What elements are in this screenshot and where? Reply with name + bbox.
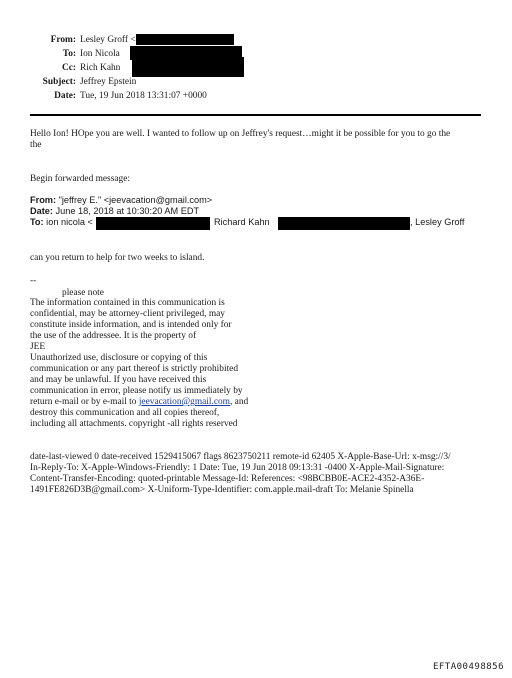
disclaimer-return-line xyxy=(30,397,248,408)
disclaimer-line: The information contained in this communication is xyxy=(30,298,225,308)
forwarded-to-recipient-3: , Lesley Groff xyxy=(410,217,465,227)
forwarded-to-label: To: xyxy=(30,217,44,227)
header-from-label: From: xyxy=(50,35,76,45)
redaction-block xyxy=(132,57,244,77)
disclaimer-line: and may be unlawful. If you have received this xyxy=(30,375,207,385)
forwarded-to-recipient-2: Richard Kahn xyxy=(214,217,270,227)
header-from-value: Lesley Groff < xyxy=(80,35,136,45)
forwarded-to-value: ion nicola < xyxy=(46,217,93,227)
disclaimer-line: Unauthorized use, disclosure or copying of this xyxy=(30,353,208,363)
forwarded-from-row xyxy=(30,195,212,206)
header-to-label: To: xyxy=(62,49,76,59)
disclaimer-return-text: return e-mail or by e-mail to xyxy=(30,397,139,407)
greeting-line: Hello Ion! HOpe you are well. I wanted to follow up on Jeffrey's request…might it be possible for you to go the xyxy=(30,129,451,139)
disclaimer-line: the use of the addressee. It is the property of xyxy=(30,331,197,341)
disclaimer-line: destroy this communication and all copies thereof, xyxy=(30,408,220,418)
header-to-value: Ion Nicola xyxy=(80,49,120,59)
header-subject-value: Jeffrey Epstein xyxy=(80,77,137,87)
forwarded-from-value: "jeffrey E." <jeevacation@gmail.com> xyxy=(58,195,213,205)
disclaimer-line: including all attachments. copyright -all rights reserved xyxy=(30,419,238,429)
metadata-line: 1491FE826D3B@gmail.com> X-Uniform-Type-Identifier: com.apple.mail-draft To: Melanie Spinella xyxy=(30,485,414,495)
bates-number: EFTA00498856 xyxy=(432,662,504,672)
header-subject-label: Subject: xyxy=(42,77,76,87)
forwarded-date-row xyxy=(30,206,199,217)
header-cc-label: Cc: xyxy=(61,63,76,73)
forwarded-date-label: Date: xyxy=(30,206,53,216)
disclaimer-line: confidential, may be attorney-client privileged, may xyxy=(30,309,225,319)
metadata-line: Content-Transfer-Encoding: quoted-printable Message-Id: References: <98BCBB0E-ACE2-4352-A36E- xyxy=(30,474,425,484)
header-divider xyxy=(30,114,481,116)
email-link[interactable]: jeevacation@gmail.com xyxy=(138,397,230,407)
forwarded-from-label: From: xyxy=(30,195,57,205)
signature-please-note: please note xyxy=(62,288,104,298)
forwarded-to-row xyxy=(30,217,93,228)
forwarded-body-text: can you return to help for two weeks to island. xyxy=(30,253,205,263)
metadata-line: date-last-viewed 0 date-received 1529415067 flags 8623750211 remote-id 62405 X-Apple-Base-Url: x-msg://3/ xyxy=(30,452,451,462)
disclaimer-line: communication in error, please notify us immediately by xyxy=(30,386,243,396)
signature-dashes: -- xyxy=(30,276,37,286)
header-cc-value: Rich Kahn xyxy=(80,63,121,73)
redaction-block xyxy=(96,217,210,230)
forwarded-date-value: June 18, 2018 at 10:30:20 AM EDT xyxy=(55,206,200,216)
redaction-block xyxy=(278,217,410,230)
header-date-label: Date: xyxy=(54,91,76,101)
forwarded-message-label: Begin forwarded message: xyxy=(30,174,130,184)
disclaimer-return-tail: , and xyxy=(229,397,249,407)
disclaimer-line: JEE xyxy=(30,342,46,352)
greeting-line-continued: the xyxy=(30,140,42,150)
disclaimer-line: constitute inside information, and is intended only for xyxy=(30,320,232,330)
redaction-block xyxy=(136,34,234,45)
header-date-value: Tue, 19 Jun 2018 13:31:07 +0000 xyxy=(80,91,207,101)
disclaimer-line: communication or any part thereof is strictly prohibited xyxy=(30,364,239,374)
metadata-line: In-Reply-To: X-Apple-Windows-Friendly: 1 Date: Tue, 19 Jun 2018 09:13:31 -0400 X-Apple-Mail-Signature: xyxy=(30,463,445,473)
